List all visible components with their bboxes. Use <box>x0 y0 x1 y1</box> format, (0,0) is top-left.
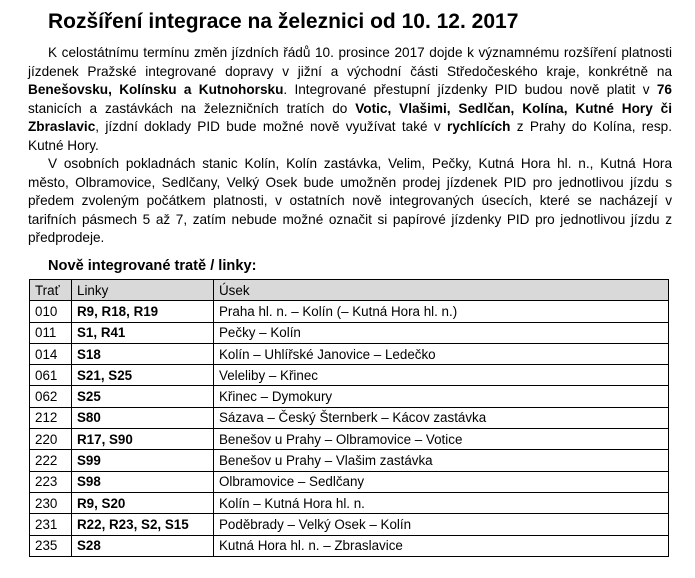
table-heading: Nově integrované tratě / linky: <box>48 258 257 274</box>
header-linky: Linky <box>72 280 214 301</box>
cell-usek: Křinec – Dymokury <box>214 386 669 407</box>
cell-linky: R9, S20 <box>72 492 214 513</box>
intro-text-run: z Prahy do Kolína, resp. Kutné Hory. <box>28 119 672 153</box>
cell-linky: S80 <box>72 407 214 428</box>
intro-text-run: Benešovsku, Kolínsku a Kutnohorsku <box>28 82 284 98</box>
cell-trat: 231 <box>30 514 72 535</box>
table-row <box>30 301 669 322</box>
cell-usek: Olbramovice – Sedlčany <box>214 471 669 492</box>
table-row <box>30 535 669 556</box>
intro-text-run: , jízdní doklady PID bude možné nově využívat také v <box>95 119 448 135</box>
cell-linky: S99 <box>72 450 214 471</box>
cell-usek: Veleliby – Křinec <box>214 365 669 386</box>
table-row <box>30 343 669 364</box>
cell-usek: Pečky – Kolín <box>214 322 669 343</box>
sales-paragraph-text: V osobních pokladnách stanic Kolín, Kolín zastávka, Velim, Pečky, Kutná Hora hl. n., Kutná Hora město, Olbramovice, Sedlčany, Velký Osek bude umožněn prodej jízdenek PID pro jednotlivou jízdu s předem zvoleným počátkem platnosti, v ostatních nově integrovaných úsecích, které se nacházejí v tarifních pásmech 5 až 7, zatím nebude možné označit si papírové jízdenky PID pro jednotlivou jízdu z předprodeje. <box>28 156 672 246</box>
table-row <box>30 514 669 535</box>
cell-linky: S18 <box>72 343 214 364</box>
cell-trat: 222 <box>30 450 72 471</box>
cell-usek: Kutná Hora hl. n. – Zbraslavice <box>214 535 669 556</box>
cell-usek: Kolín – Uhlířské Janovice – Ledečko <box>214 343 669 364</box>
cell-usek: Sázava – Český Šternberk – Kácov zastávka <box>214 407 669 428</box>
intro-text-run: . Integrované přestupní jízdenky PID budou nově platit v <box>283 82 657 98</box>
cell-linky: R17, S90 <box>72 429 214 450</box>
cell-linky: R9, R18, R19 <box>72 301 214 322</box>
cell-usek: Poděbrady – Velký Osek – Kolín <box>214 514 669 535</box>
intro-text-run: Votic, Vlašimi, Sedlčan, Kolína, Kutné Hory či Zbraslavic <box>28 100 672 135</box>
table-row <box>30 492 669 513</box>
intro-text-run: 76 <box>656 82 672 98</box>
cell-trat: 235 <box>30 535 72 556</box>
cell-trat: 230 <box>30 492 72 513</box>
table-row <box>30 450 669 471</box>
cell-usek: Praha hl. n. – Kolín (– Kutná Hora hl. n.) <box>214 301 669 322</box>
intro-text-run: stanicích a zastávkách na železničních tratích do <box>28 100 356 116</box>
cell-usek: Kolín – Kutná Hora hl. n. <box>214 492 669 513</box>
cell-usek: Benešov u Prahy – Olbramovice – Votice <box>214 429 669 450</box>
cell-linky: S98 <box>72 471 214 492</box>
cell-trat: 062 <box>30 386 72 407</box>
cell-usek: Benešov u Prahy – Vlašim zastávka <box>214 450 669 471</box>
cell-linky: S1, R41 <box>72 322 214 343</box>
lines-table <box>29 279 669 557</box>
table-row <box>30 386 669 407</box>
cell-trat: 220 <box>30 429 72 450</box>
cell-linky: S28 <box>72 535 214 556</box>
page-title: Rozšíření integrace na železnici od 10. 12. 2017 <box>48 10 519 33</box>
cell-trat: 014 <box>30 343 72 364</box>
cell-trat: 223 <box>30 471 72 492</box>
cell-linky: S25 <box>72 386 214 407</box>
intro-text-run: K celostátnímu termínu změn jízdních řádů 10. prosince 2017 dojde k významnému rozšíření platnosti jízdenek Pražské integrované dopravy v jižní a východní části Středočeského kraje, konkrétně na <box>28 45 672 79</box>
header-usek: Úsek <box>214 280 669 301</box>
table-row <box>30 407 669 428</box>
table-row <box>30 471 669 492</box>
cell-linky: S21, S25 <box>72 365 214 386</box>
cell-trat: 010 <box>30 301 72 322</box>
intro-text-run: rychlících <box>447 119 511 135</box>
cell-trat: 011 <box>30 322 72 343</box>
table-row <box>30 322 669 343</box>
cell-trat: 212 <box>30 407 72 428</box>
table-header-row <box>30 280 669 301</box>
header-trat: Trať <box>30 280 72 301</box>
sales-paragraph <box>28 155 672 248</box>
cell-linky: R22, R23, S2, S15 <box>72 514 214 535</box>
intro-paragraph <box>28 44 672 156</box>
table-row <box>30 429 669 450</box>
cell-trat: 061 <box>30 365 72 386</box>
table-row <box>30 365 669 386</box>
